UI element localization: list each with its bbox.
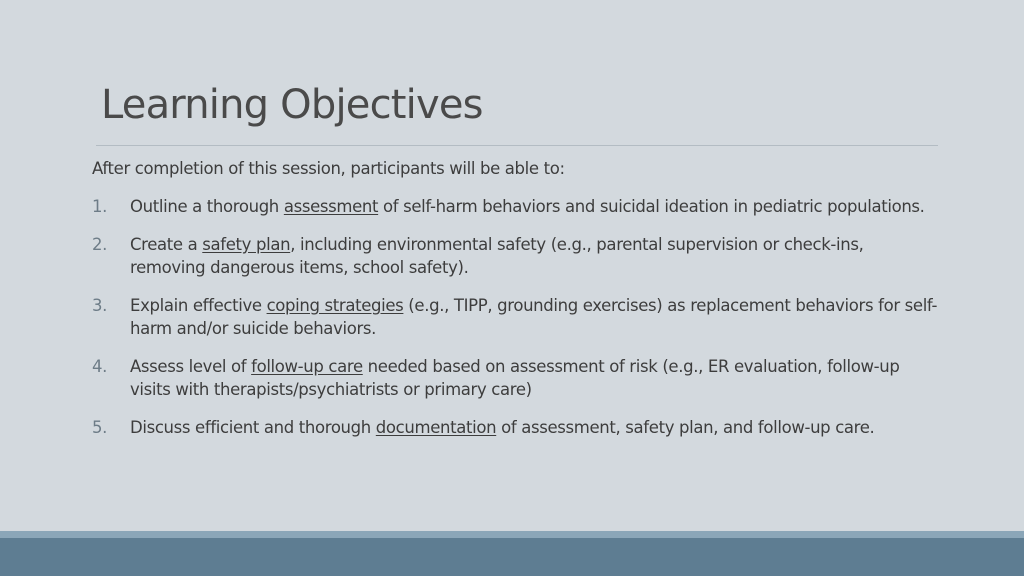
item-text-before: Assess level of (130, 357, 252, 376)
item-text-after: of self-harm behaviors and suicidal ideation in pediatric populations. (378, 197, 925, 216)
item-keyword: documentation (375, 418, 497, 437)
item-keyword: follow-up care (251, 357, 363, 376)
slide-title: Learning Objectives (101, 82, 483, 128)
list-item (92, 195, 942, 218)
footer-accent-stripe (0, 531, 1024, 538)
item-keyword: assessment (283, 197, 379, 216)
slide-content (92, 157, 942, 454)
item-text-before: Outline a thorough (130, 197, 284, 216)
item-text-after: of assessment, safety plan, and follow-up care. (496, 418, 875, 437)
item-text-after: , including environmental safety (e.g., parental supervision or check-ins, removing dangerous items, school safety). (130, 235, 864, 277)
item-number: 1. (92, 197, 108, 216)
item-number: 3. (92, 296, 108, 315)
item-number: 5. (92, 418, 108, 437)
item-text-after: (e.g., TIPP, grounding exercises) as replacement behaviors for self-harm and/or suicide behaviors. (130, 296, 938, 338)
list-item (92, 233, 942, 279)
item-number: 4. (92, 357, 108, 376)
item-text-before: Discuss efficient and thorough (130, 418, 376, 437)
item-number: 2. (92, 235, 108, 254)
item-text-after: needed based on assessment of risk (e.g., ER evaluation, follow-up visits with therapists/psychiatrists or primary care) (130, 357, 900, 399)
footer-band (0, 538, 1024, 576)
list-item (92, 294, 942, 340)
item-keyword: safety plan (202, 235, 291, 254)
item-keyword: coping strategies (266, 296, 404, 315)
list-item (92, 355, 942, 401)
item-text-before: Create a (130, 235, 203, 254)
title-divider (96, 145, 938, 146)
item-text-before: Explain effective (130, 296, 267, 315)
objectives-list (92, 195, 942, 439)
list-item (92, 416, 942, 439)
intro-text: After completion of this session, participants will be able to: (92, 159, 565, 178)
